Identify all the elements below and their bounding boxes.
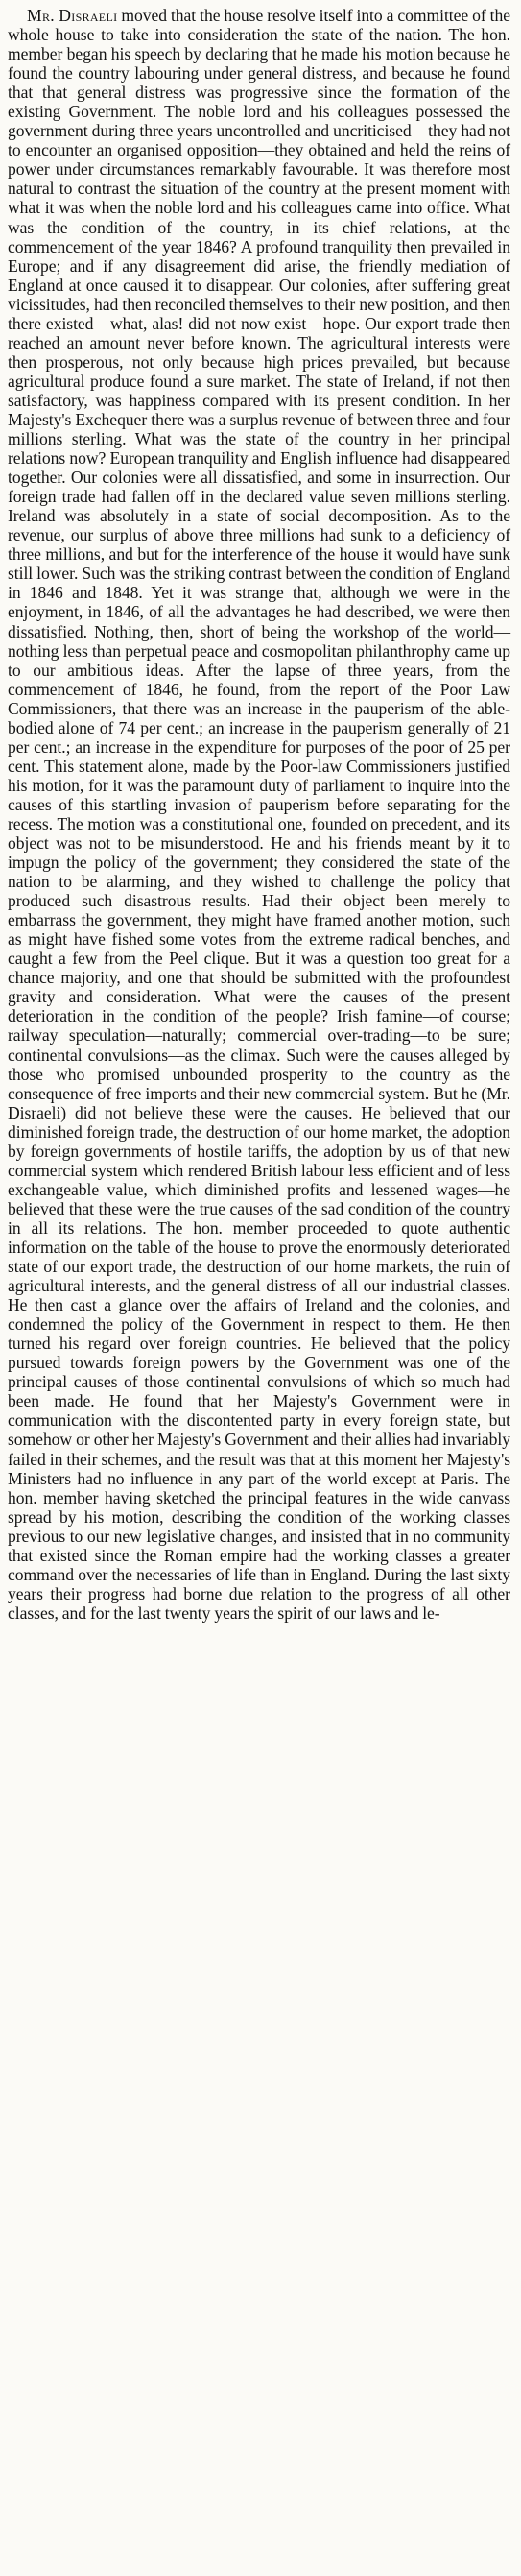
article-body: moved that the house resolve itself into a committee of the whole house to take into consideration the state of the nation. The hon. member began his speech by declaring that he made his motion because he found the country labouring under general distress, and because he found that that general distress was progressive since the formation of the existing Government. The noble lord and his colleagues possessed the government during three years uncontrolled and uncriticised—they had not to encounter an organised opposition—they obtained and held the reins of power under circumstances remarkably favourable. It was therefore most natural to contrast the situation of the country at the present moment with what it was when the noble lord and his colleagues came into office. What was the condition of the country, in its chief relations, at the commencement of the year 1846? A profound tranquility then prevailed in Europe; and if any disagreement did arise, the friendly mediation of England at once caused it to disappear. Our colonies, after suffering great vicissitudes, had then reconciled themselves to their new position, and then there existed—what, alas! did not now exist—hope. Our export trade then reached an amount never before known. The agricultural interests were then prosperous, not only because high prices prevailed, but because agricultural produce found a sure market. The state of Ireland, if not then satisfactory, was happiness compared with its present condition. In her Majesty's Exchequer there was a surplus revenue of between three and four millions sterling. What was the state of the country in her principal relations now? European tranquility and English influence had disappeared together. Our colonies were all dissatisfied, and some in insurrection. Our foreign trade had fallen off in the declared value seven millions sterling. Ireland was absolutely in a state of social decomposition. As to the revenue, our surplus of above three millions had sunk to a deficiency of three millions, and but for the interference of the house it would have sunk still lower. Such was the striking contrast between the condition of England in 1846 and 1848. Yet it was strange that, although we were in the enjoyment, in 1846, of all the advantages he had described, we were then dissatisfied. Nothing, then, short of being the workshop of the world—nothing less than perpetual peace and cosmopolitan philanthrophy came up to our ambitious ideas. After the lapse of three years, from the commencement of 1846, he found, from the report of the Poor Law Commissioners, that there was an increase in the pauperism of the able-bodied alone of 74 per cent.; an increase in the pauperism generally of 21 per cent.; an increase in the expenditure for purposes of the poor of 25 per cent. This statement alone, made by the Poor-law Commissioners justified his motion, for it was the paramount duty of parliament to inquire into the causes of this startling invasion of pauperism before separating for the recess. The motion was a constitutional one, founded on precedent, and its object was not to be misunderstood. He and his friends meant by it to impugn the policy of the government; they considered the state of the nation to be alarming, and they wished to challenge the policy that produced such disastrous results. Had their object been merely to embarrass the government, they might have framed another motion, such as might have fished some votes from the extreme radical benches, and caught a few from the Peel clique. But it was a question too great for a chance majority, and one that should be submitted with the profoundest gravity and consideration. What were the causes of the present deterioration in the condition of the people? Irish famine—of course; railway speculation—naturally; commercial over-trading—to be sure; continental convulsions—as the climax. Such were the causes alleged by those who promised unbounded prosperity to the country as the consequence of free imports and their new commercial system. But he (Mr. Disraeli) did not believe these were the causes. He believed that our diminished foreign trade, the destruction of our home market, the adoption by foreign governments of hostile tariffs, the adoption by us of that new commercial system which rendered British labour less efficient and of less exchangeable value, which diminished profits and lessened wages—he believed that these were the true causes of the sad condition of the country in all its relations. The hon. member proceeded to quote authentic information on the table of the house to prove the enormously deteriorated state of our export trade, the destruction of our home markets, the ruin of agricultural interests, and the general distress of all our industrial classes. He then cast a glance over the affairs of Ireland and the colonies, and condemned the policy of the Government in respect to them. He then turned his regard over foreign countries. He believed that the policy pursued towards foreign powers by the Government was one of the principal causes of those continental convulsions of which so much had been made. He found that her Majesty's Government were in communication with the discontented party in every foreign state, but somehow or other her Majesty's Government and their allies had invariably failed in their schemes, and the result was that at this moment her Majesty's Ministers had no influence in any part of the world except at Paris. The hon. member having sketched the principal features in the wide canvass spread by his motion, describing the condition of the working classes previous to our new legislative changes, and insisted that in no community that existed since the Roman empire had the working classes a greater command over the necessaries of life than in England. During the last sixty years their progress had borne due relation to the progress of all other classes, and for the last twenty years the spirit of our laws and le- [8,6,510,1623]
article-paragraph [8,6,510,1623]
speaker-name: Mr. Disraeli [27,6,118,25]
article-column [8,6,510,1623]
